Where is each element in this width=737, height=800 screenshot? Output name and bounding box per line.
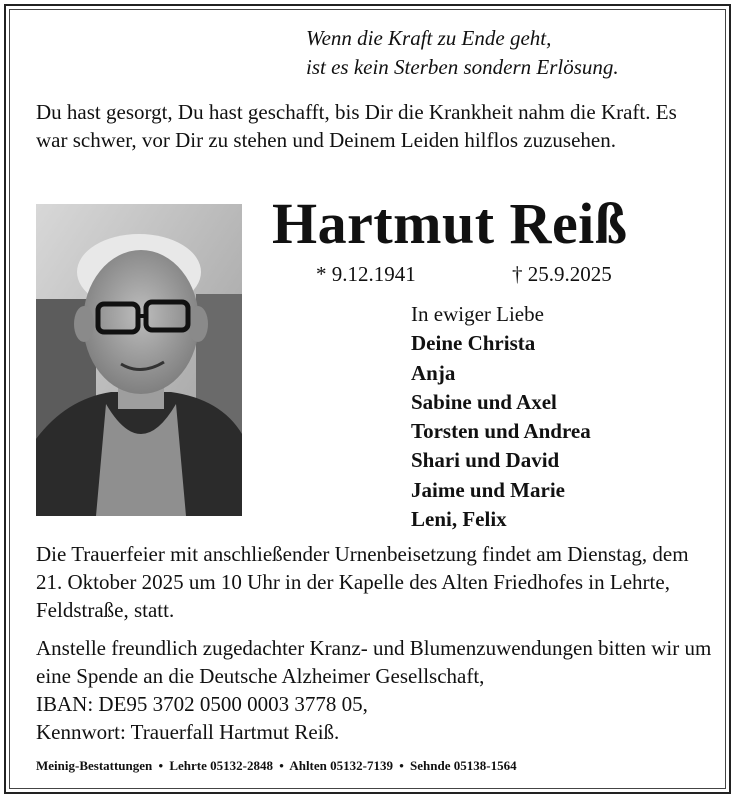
family-member: Shari und David [411,448,560,473]
family-member: Sabine und Axel [411,389,557,414]
deceased-name: Hartmut Reiß [272,191,628,256]
family-member: Deine Christa [411,331,536,356]
portrait-photo [36,204,242,516]
footer-separator: • [279,758,284,773]
footer-location: Ahlten 05132-7139 [289,758,393,773]
footer [36,758,517,774]
death-date: † 25.9.2025 [512,262,612,286]
family-list [411,300,591,534]
family-member: Leni, Felix [411,507,507,532]
footer-separator: • [158,758,164,773]
footer-company: Meinig-Bestattungen [36,758,153,773]
birth-date: * 9.12.1941 [316,262,416,286]
motto-line-2: ist es kein Sterben sondern Erlösung. [306,55,619,79]
donation-text: Anstelle freundlich zugedachter Kranz- und Blumenzuwendungen bitten wir um eine Spende an die Deutsche Alzheimer Gesellschaft, [36,636,712,688]
footer-separator: • [399,758,404,773]
motto [306,24,619,82]
donation-keyword: Kennwort: Trauerfall Hartmut Reiß. [36,720,340,744]
family-member: Anja [411,360,456,385]
intro-text: Du hast gesorgt, Du hast geschafft, bis Dir die Krankheit nahm die Kraft. Es war schwer, vor Dir zu stehen und Deinem Leiden hilflos zuzusehen. [36,100,677,152]
donation-iban: IBAN: DE95 3702 0500 0003 3778 05, [36,692,368,716]
family-lead: In ewiger Liebe [411,302,544,326]
motto-line-1: Wenn die Kraft zu Ende geht, [306,26,552,50]
family-member: Torsten und Andrea [411,419,591,444]
family-member: Jaime und Marie [411,477,565,502]
footer-location: Sehnde 05138-1564 [410,758,517,773]
donation-info [36,634,716,746]
service-info: Die Trauerfeier mit anschließender Urnenbeisetzung findet am Dienstag, dem 21. Oktober 2025 um 10 Uhr in der Kapelle des Alten Friedhofes in Lehrte, Feldstraße, statt. [36,542,689,622]
footer-location: Lehrte 05132-2848 [169,758,273,773]
